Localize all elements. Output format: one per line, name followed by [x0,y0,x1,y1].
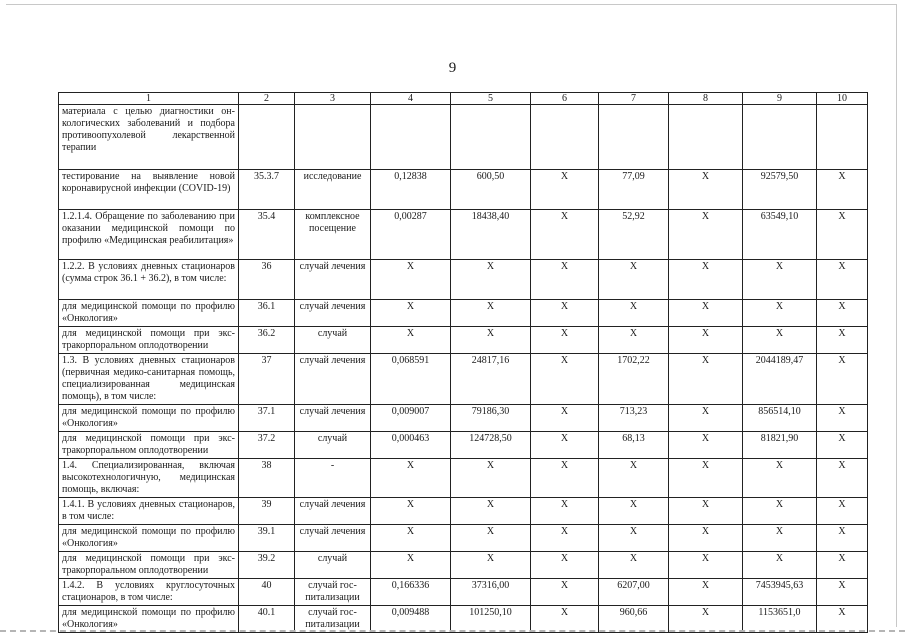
table-cell-col-4: X [371,260,451,300]
table-cell-col-5: 24817,16 [451,354,531,405]
table-cell-col-5: X [451,260,531,300]
table-cell-col-1: для медицинской помощи при экстракорпоральном оплодотворении [59,327,239,354]
table-cell-col-2: 39.1 [239,525,295,552]
table-cell-col-6: X [531,432,599,459]
table-cell-col-7: X [599,327,669,354]
header-row [59,93,868,105]
table-cell-col-8: X [669,300,743,327]
header-cell-3: 3 [295,93,371,105]
table-cell-col-9: X [743,327,817,354]
table-cell-col-7 [599,105,669,170]
table-cell-col-8: X [669,579,743,606]
table-cell-col-3: случай лечения [295,405,371,432]
table-cell-col-8: X [669,525,743,552]
header-cell-6: 6 [531,93,599,105]
table-cell-col-5: X [451,327,531,354]
table-cell-col-7: X [599,525,669,552]
table-cell-col-8: X [669,498,743,525]
table-cell-col-10: X [817,579,868,606]
table-cell-col-5: 37316,00 [451,579,531,606]
table-row [59,498,868,525]
header-cell-9: 9 [743,93,817,105]
table-cell-col-3: исследование [295,170,371,210]
table-cell-col-4: X [371,525,451,552]
table-cell-col-6: X [531,525,599,552]
table-cell-col-3 [295,105,371,170]
table-cell-col-8: X [669,170,743,210]
table-cell-col-10: X [817,327,868,354]
table-cell-col-1: материала с целью диагностики онкологических заболеваний и подбора противоопухолевой лекарственной терапии [59,105,239,170]
table-cell-col-3: случай [295,327,371,354]
table-cell-col-7: 77,09 [599,170,669,210]
table-cell-col-8: X [669,459,743,498]
table-cell-col-7: 6207,00 [599,579,669,606]
table-cell-col-3: случай госпитализации [295,579,371,606]
table-cell-col-5: X [451,552,531,579]
table-cell-col-7: X [599,552,669,579]
table-cell-col-10: X [817,552,868,579]
table-cell-col-10: X [817,260,868,300]
table-cell-col-2 [239,105,295,170]
table-cell-col-10: X [817,459,868,498]
table-cell-col-6: X [531,327,599,354]
table-cell-col-7: 52,92 [599,210,669,260]
table-cell-col-6: X [531,170,599,210]
table-cell-col-6: X [531,552,599,579]
table-cell-col-3: случай лечения [295,354,371,405]
table-cell-col-7: 68,13 [599,432,669,459]
table-cell-col-6: X [531,579,599,606]
table-cell-col-2: 40.1 [239,606,295,633]
table-cell-col-4: 0,00287 [371,210,451,260]
table-cell-col-7: 1702,22 [599,354,669,405]
table-cell-col-10: X [817,606,868,633]
table-cell-col-3: случай лечения [295,260,371,300]
table-cell-col-4: 0,009488 [371,606,451,633]
table-cell-col-6: X [531,260,599,300]
table-cell-col-2: 36.1 [239,300,295,327]
table-cell-col-2: 39 [239,498,295,525]
table-row [59,210,868,260]
table-cell-col-2: 35.4 [239,210,295,260]
table-cell-col-5 [451,105,531,170]
table-cell-col-1: 1.4.1. В условиях дневных стационаров, в том числе: [59,498,239,525]
table-cell-col-6 [531,105,599,170]
table-cell-col-5: X [451,498,531,525]
table-row [59,459,868,498]
table-cell-col-4: X [371,459,451,498]
table-cell-col-5: X [451,459,531,498]
table-row [59,354,868,405]
header-cell-7: 7 [599,93,669,105]
table-cell-col-6: X [531,498,599,525]
table-cell-col-6: X [531,300,599,327]
table-cell-col-8: X [669,405,743,432]
table-cell-col-2: 37.1 [239,405,295,432]
table-cell-col-6: X [531,354,599,405]
table-row [59,552,868,579]
table-cell-col-3: случай лечения [295,300,371,327]
table-cell-col-2: 38 [239,459,295,498]
table-cell-col-1: тестирование на выявление новой коронавирусной инфекции (COVID-19) [59,170,239,210]
table-cell-col-7: X [599,260,669,300]
table-cell-col-9: 81821,90 [743,432,817,459]
table-cell-col-9: 1153651,0 [743,606,817,633]
table-cell-col-9: 856514,10 [743,405,817,432]
table-cell-col-3: случай лечения [295,525,371,552]
table-cell-col-5: 18438,40 [451,210,531,260]
table-row [59,432,868,459]
table-cell-col-4: 0,166336 [371,579,451,606]
table-cell-col-1: для медицинской помощи по профилю «Онкология» [59,300,239,327]
table-cell-col-3: комплексное посещение [295,210,371,260]
table-row [59,170,868,210]
table-cell-col-10: X [817,405,868,432]
table-cell-col-8: X [669,210,743,260]
table-cell-col-2: 37 [239,354,295,405]
table-cell-col-10: X [817,498,868,525]
table-cell-col-7: 960,66 [599,606,669,633]
table-cell-col-9: X [743,552,817,579]
table-cell-col-7: X [599,459,669,498]
table-cell-col-10: X [817,525,868,552]
table-cell-col-6: X [531,459,599,498]
table-cell-col-3: случай [295,432,371,459]
table-cell-col-10: X [817,432,868,459]
table-cell-col-1: 1.3. В условиях дневных стационаров (первичная медико-санитарная помощь, специализированная медицинская помощь), в том числе: [59,354,239,405]
header-cell-8: 8 [669,93,743,105]
table-cell-col-8: X [669,606,743,633]
table-cell-col-8 [669,105,743,170]
table-cell-col-1: 1.4. Специализированная, включая высокотехнологичную, медицинская помощь, включая: [59,459,239,498]
table-cell-col-4: 0,068591 [371,354,451,405]
table-cell-col-9: X [743,260,817,300]
header-cell-5: 5 [451,93,531,105]
table-cell-col-4: 0,000463 [371,432,451,459]
table-cell-col-5: 79186,30 [451,405,531,432]
table-row [59,300,868,327]
table-cell-col-9: 2044189,47 [743,354,817,405]
table-cell-col-10: X [817,354,868,405]
table-cell-col-8: X [669,260,743,300]
table-cell-col-3: случай лечения [295,498,371,525]
table-cell-col-1: для медицинской помощи при экстракорпоральном оплодотворении [59,432,239,459]
table-row [59,606,868,633]
table-cell-col-4 [371,105,451,170]
table-cell-col-4: X [371,300,451,327]
table-cell-col-1: 1.4.2. В условиях круглосуточных стационаров, в том числе: [59,579,239,606]
table-cell-col-7: X [599,300,669,327]
table-cell-col-2: 40 [239,579,295,606]
table-cell-col-10: X [817,170,868,210]
table-row [59,525,868,552]
table-cell-col-4: 0,12838 [371,170,451,210]
table-row [59,579,868,606]
table-cell-col-7: 713,23 [599,405,669,432]
table-cell-col-1: 1.2.1.4. Обращение по заболеванию при оказании медицинской помощи по профилю «Медицинская реабилитация» [59,210,239,260]
table-cell-col-6: X [531,405,599,432]
rates-table [58,92,868,633]
table-cell-col-5: 600,50 [451,170,531,210]
table-cell-col-10: X [817,300,868,327]
table-cell-col-7: X [599,498,669,525]
table-cell-col-9: 92579,50 [743,170,817,210]
table-cell-col-9: X [743,300,817,327]
table-cell-col-1: 1.2.2. В условиях дневных стационаров (сумма строк 36.1 + 36.2), в том числе: [59,260,239,300]
table-cell-col-2: 39.2 [239,552,295,579]
header-cell-10: 10 [817,93,868,105]
table-cell-col-5: X [451,525,531,552]
header-cell-4: 4 [371,93,451,105]
table-cell-col-2: 36.2 [239,327,295,354]
table-cell-col-10: X [817,210,868,260]
table-cell-col-8: X [669,552,743,579]
table-row [59,327,868,354]
table-cell-col-9: X [743,459,817,498]
table-cell-col-1: для медицинской помощи по профилю «Онкология» [59,606,239,633]
table-cell-col-6: X [531,606,599,633]
table-cell-col-4: X [371,552,451,579]
table-row [59,260,868,300]
table-row [59,405,868,432]
table-cell-col-9: X [743,498,817,525]
table-cell-col-2: 35.3.7 [239,170,295,210]
table-cell-col-9: X [743,525,817,552]
table-cell-col-2: 36 [239,260,295,300]
header-cell-1: 1 [59,93,239,105]
page-number: 9 [448,60,457,76]
table-cell-col-9: 7453945,63 [743,579,817,606]
table-cell-col-5: X [451,300,531,327]
table-cell-col-1: для медицинской помощи по профилю «Онкология» [59,525,239,552]
table-cell-col-8: X [669,327,743,354]
table-cell-col-3: случай госпитализации [295,606,371,633]
table-cell-col-8: X [669,354,743,405]
table-cell-col-6: X [531,210,599,260]
table-cell-col-9 [743,105,817,170]
table-cell-col-3: случай [295,552,371,579]
table-cell-col-2: 37.2 [239,432,295,459]
table-cell-col-5: 124728,50 [451,432,531,459]
table-cell-col-5: 101250,10 [451,606,531,633]
table-cell-col-4: X [371,498,451,525]
table-row [59,105,868,170]
table-cell-col-4: X [371,327,451,354]
table-cell-col-1: для медицинской помощи по профилю «Онкология» [59,405,239,432]
header-cell-2: 2 [239,93,295,105]
table-cell-col-10 [817,105,868,170]
table-cell-col-9: 63549,10 [743,210,817,260]
table-cell-col-1: для медицинской помощи при экстракорпоральном оплодотворении [59,552,239,579]
table-cell-col-3: - [295,459,371,498]
table-cell-col-4: 0,009007 [371,405,451,432]
table-cell-col-8: X [669,432,743,459]
page-bottom-edge [0,630,905,632]
